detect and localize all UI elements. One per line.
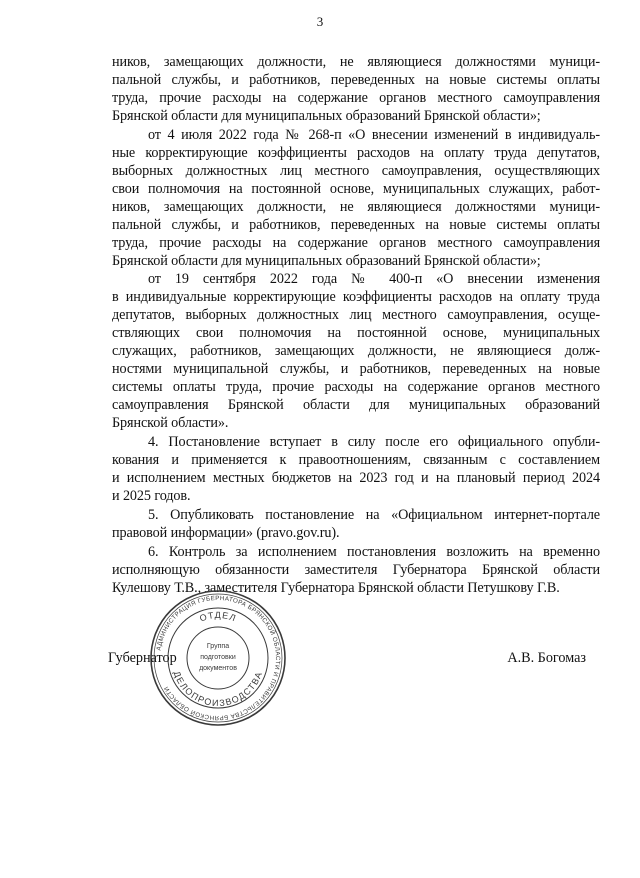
body-line: труда, прочие расходы на содержание органов местного самоуправления xyxy=(112,90,600,106)
body-line: в индивидуальные корректирующие коэффициенты расходов на оплату труда xyxy=(112,289,600,305)
signatory-name: А.В. Богомаз xyxy=(507,650,586,666)
body-line: ностями муниципальной службы, и работников, переведенных на новые xyxy=(112,361,600,377)
body-line: выборных должностных лиц местного самоуправления, осуществляющих xyxy=(112,163,600,179)
body-line: ников, замещающих должности, не являющиеся должностями муници- xyxy=(112,199,600,215)
body-line: ные корректирующие коэффициенты расходов на оплату труда депутатов, xyxy=(112,145,600,161)
signatory-position: Губернатор xyxy=(108,650,177,666)
stamp-center-line: Группа xyxy=(206,643,230,650)
body-line: Брянской области». xyxy=(112,415,229,431)
body-line: Брянской области для муниципальных образований Брянской области»; xyxy=(112,253,541,269)
stamp-center-line: подготовки xyxy=(200,654,236,661)
stamp-outer-text: АДМИНИСТРАЦИЯ ГУБЕРНАТОРА БРЯНСКОЙ ОБЛАСТИ И ПРАВИТЕЛЬСТВА БРЯНСКОЙ ОБЛАСТИ xyxy=(155,594,282,722)
body-line: депутатов, выборных должностных лиц местного самоуправления, осуще- xyxy=(112,307,600,323)
body-line: и 2025 годов. xyxy=(112,488,191,504)
body-line: и исполнением местных бюджетов на 2023 год и на плановый период 2024 xyxy=(112,470,600,486)
body-line: кования и применяется к правоотношениям, связанным с составлением xyxy=(112,452,600,468)
body-line: свои полномочия на постоянной основе, муниципальных служащих, работ- xyxy=(112,181,600,197)
svg-text:ОТДЕЛ xyxy=(198,610,238,624)
body-line: ников, замещающих должности, не являющиеся должностями муници- xyxy=(112,54,600,70)
page-number: 3 xyxy=(316,14,324,29)
body-line: Кулешову Т.В., заместителя Губернатора Брянской области Петушкову Г.В. xyxy=(112,580,560,596)
stamp-inner-bottom: ДЕЛОПРОИЗВОДСТВА xyxy=(171,669,265,709)
body-line: ствляющих свои полномочия на постоянной основе, муниципальных xyxy=(112,325,600,341)
body-line: 6. Контроль за исполнением постановления возложить на временно xyxy=(148,544,600,560)
body-line: пальной службы, и работников, переведенных на новые системы оплаты xyxy=(112,217,600,233)
stamp-center-line: документов xyxy=(199,665,237,672)
body-line: 4. Постановление вступает в силу после его официального опубли- xyxy=(148,434,600,450)
body-line: исполняющую обязанности заместителя Губернатора Брянской области xyxy=(112,562,600,578)
body-line: пальной службы, и работников, переведенных на новые системы оплаты xyxy=(112,72,600,88)
body-line: правовой информации» (pravo.gov.ru). xyxy=(112,525,340,541)
signature-block xyxy=(0,650,640,674)
body-line: служащих, работников, замещающих должности, не являющиеся долж- xyxy=(112,343,600,359)
body-line: Брянской области для муниципальных образований Брянской области»; xyxy=(112,108,541,124)
body-line: 5. Опубликовать постановление на «Официальном интернет-портале xyxy=(148,507,600,523)
body-line: от 19 сентября 2022 года № 400-п «О внесении изменения xyxy=(148,271,600,287)
body-line: от 4 июля 2022 года № 268-п «О внесении изменений в индивидуаль- xyxy=(148,127,600,143)
stamp-inner-top: ОТДЕЛ xyxy=(198,609,238,624)
body-line: труда, прочие расходы на содержание органов местного самоуправления xyxy=(112,235,600,251)
body-line: системы оплаты труда, прочие расходы на содержание органов местного xyxy=(112,379,600,395)
body-line: самоуправления Брянской области для муниципальных образований xyxy=(112,397,600,413)
